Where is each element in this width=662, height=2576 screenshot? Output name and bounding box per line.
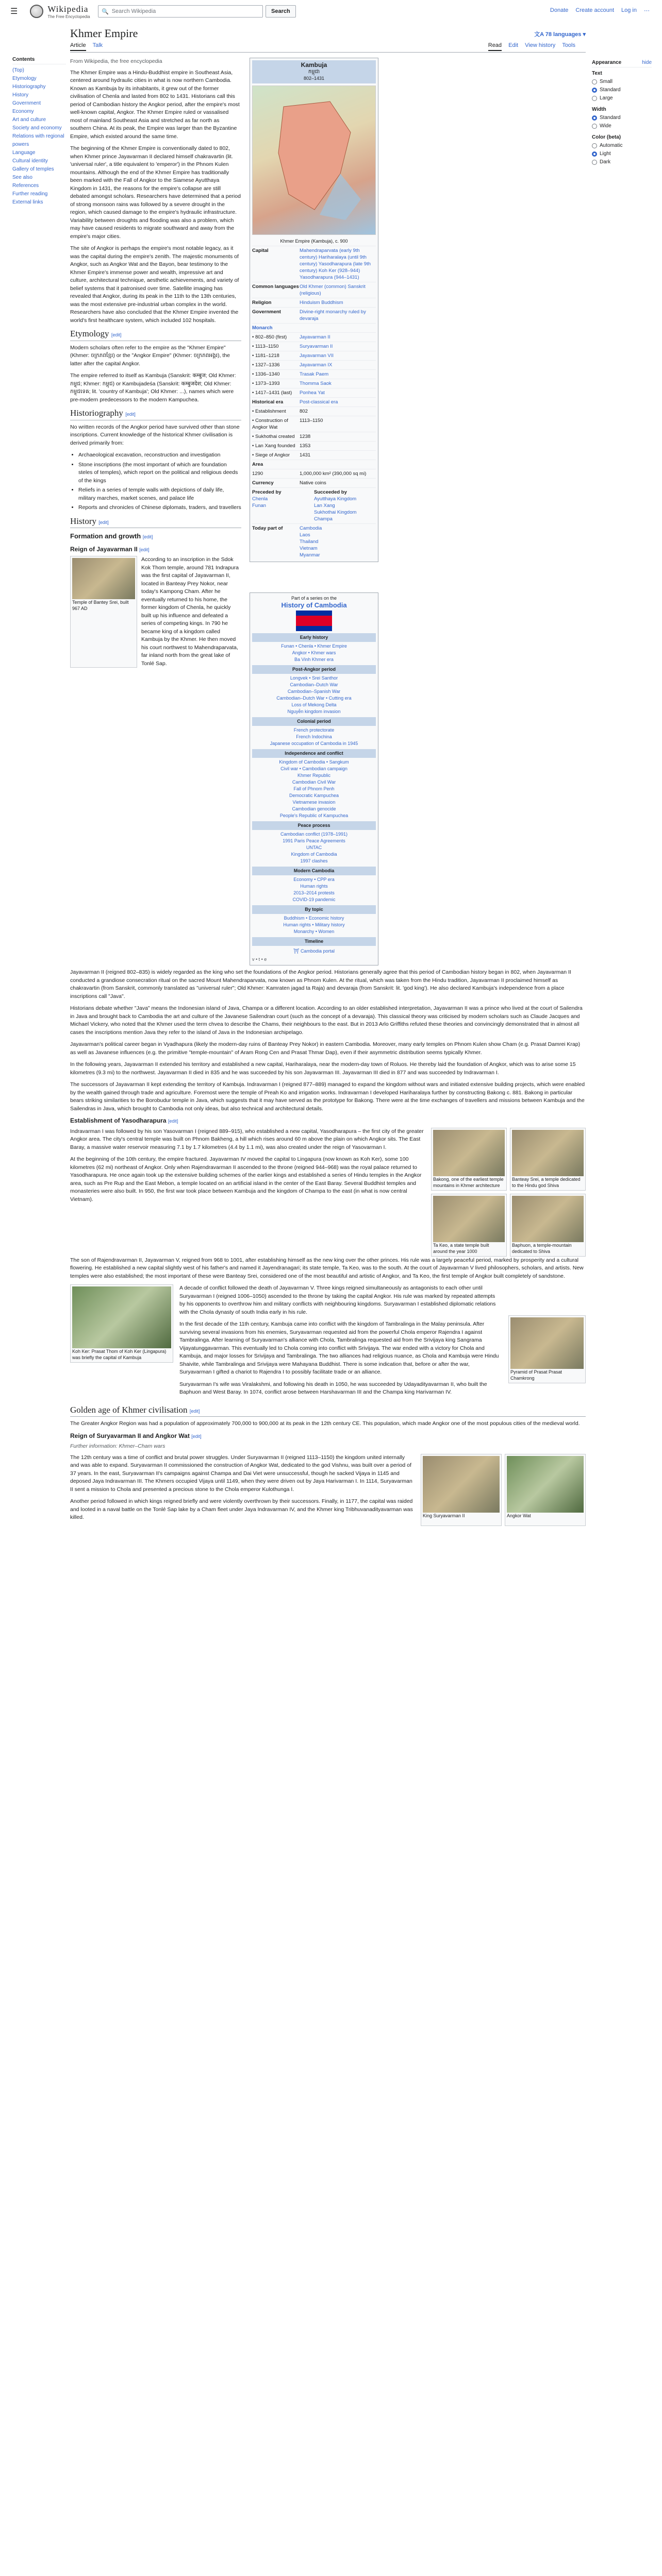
series-link[interactable]: Kingdom of Cambodia <box>291 852 337 857</box>
toc-item[interactable]: (Top) <box>12 67 24 73</box>
series-title[interactable]: History of Cambodia <box>281 601 347 609</box>
title-bar <box>70 27 586 40</box>
tab-article[interactable]: Article <box>70 42 86 51</box>
figure-caption: Temple of Bantey Srei, built 967 AD <box>72 600 129 611</box>
radio-color-automatic[interactable]: Automatic <box>592 142 652 150</box>
figure-baphuon: Baphuon, a temple-mountain dedicated to Shiva <box>510 1194 586 1257</box>
radio-color-light[interactable]: Light <box>592 150 652 158</box>
infobox-row: Government Divine-right monarchy ruled by devaraja <box>252 307 376 323</box>
etymology-paragraph: The empire referred to itself as Kambuja (Sanskrit: कम्बुज; Old Khmer: កម្វុជ; Khmer: កម្ពុជ) or Kambujadeśa (Sanskrit: कम्बुजदेश; Old Khmer: កម្វុជទេឝ; lit. 'country of Kambuja'; Old Khmer: ...), names which were pre-modern predecessors to the modern Kampuchea. <box>70 372 236 403</box>
hide-link[interactable]: hide <box>642 60 652 65</box>
toc-item[interactable]: Relations with regional powers <box>12 133 64 147</box>
figure-banteay-srei <box>70 556 137 668</box>
angkor-wat-image[interactable] <box>507 1456 584 1513</box>
toc-item[interactable]: Society and economy <box>12 125 62 131</box>
koh-ker-paragraph: Suryavarman I's wife was Viralakshmi, and following his death in 1050, he was succeeded by Udayadityavarman II, who built the Baphuon and West Baray. In 1074, conflict arose between Harshavarman III and the Champa king Harivarman IV. <box>179 1381 487 1395</box>
map-shape-icon <box>253 86 376 234</box>
toc-item[interactable]: Etymology <box>12 76 37 81</box>
page-tabs <box>70 42 586 53</box>
figure-koh-ker: Koh Ker: Prasat Thom of Koh Ker (Lingapura) was briefly the capital of Kambuja <box>70 1284 173 1363</box>
temple-image[interactable] <box>433 1130 505 1176</box>
history-paragraph: Jayavarman's political career began in Vyadhapura (likely the modern-day ruins of Banteay Prey Nokor) in eastern Cambodia. Moreover, many early temples on Phnom Kulen show Cham (e.g. Prasat Damrei Krap) as well as Javanese influences (e.g. the primitive "temple-mountain" of Aram Rong Cen and Prasat Thmar Dap), even if their asymmetric distribution seems typically Khmer. <box>70 1041 581 1056</box>
toc-item[interactable]: Gallery of temples <box>12 166 54 172</box>
language-button[interactable]: 文A 78 languages ▾ <box>534 31 586 38</box>
temple-image[interactable] <box>72 558 135 599</box>
infobox-row: • Lan Xang founded 1353 <box>252 441 376 450</box>
width-heading: Width <box>592 107 606 112</box>
infobox-row: Currency Native coins <box>252 478 376 487</box>
toc-item[interactable]: References <box>12 183 39 189</box>
search-icon: 🔍 <box>102 8 109 15</box>
infobox-monarch-heading: Monarch <box>252 323 376 332</box>
series-link[interactable]: Loss of Mekong Delta <box>291 702 337 707</box>
suryavarman-paragraph: The 12th century was a time of conflict and brutal power struggles. Under Suryavarman II (reigned 1113–1150) the kingdom united internally and was able to expand. Suryavarman II commissioned the construction of Angkor Wat, dedicated to the god Vishnu, was built over a period of 37 years. In the east, Suryavarman II's campaigns against Champa and Dai Viet were unsuccessful, though he sacked Vijaya in 1145 and deposed Jaya Indravarman III. The Khmers occupied Vijaya until 1149, when they were driven out by Jaya Harivarman I. In 1114, Suryavarman II sent a mission to Chola and presented a precious stone to the Chola emperor Kulothunga I. <box>70 1454 412 1493</box>
tab-talk[interactable]: Talk <box>92 42 103 48</box>
temple-image[interactable] <box>72 1286 171 1348</box>
portal-link[interactable]: ⛩ Cambodia portal <box>293 948 335 954</box>
series-section-heading: Independence and conflict <box>252 749 376 758</box>
yasodharapura-paragraph: At the beginning of the 10th century, the empire fractured. Jayavarman IV moved the capital to Lingapura (now known as Koh Ker), some 100 kilometres (62 mi) northeast of Angkor. Only when Rajendravarman II ascended to the throne (reigned 944–968) was the royal palace returned to Yasodharapura. He once again took up the extensive building schemes of the earlier kings and established a series of Hindu temples in the Angkor area, such as Pre Rup and the East Mebon, a temple located on an artificial island in the center of the East Baray. Several Buddhist temples and monasteries were also built. In 950, the first war took place between Kambuja and the kingdom of Champa to the east (in what is now central Vietnam). <box>70 1156 422 1202</box>
infobox <box>250 58 378 562</box>
series-section-heading: Early history <box>252 633 376 642</box>
radio-text-large[interactable]: Large <box>592 94 652 103</box>
series-section-heading: By topic <box>252 905 376 914</box>
infobox-row: • 1373–1393 Thomma Saok <box>252 379 376 388</box>
koh-ker-paragraph: A decade of conflict followed the death of Jayavarman V. Three kings reigned simultaneously as antagonists to each other until Suryavarman I (reigned 1006–1050) ascended to the throne by taking the capital Angkor. His rule was marked by repeated attempts by his opponents to overthrow him and military conflicts with neighbouring kingdoms. Suryavarman I established diplomatic relations with the Chola dynasty of south India early in his rule. <box>179 1285 496 1315</box>
series-link[interactable]: Monarchy • Women <box>293 929 335 934</box>
vte-links[interactable]: v • t • e <box>252 957 267 962</box>
empire-map[interactable] <box>252 86 376 235</box>
relief-image[interactable] <box>423 1456 500 1513</box>
toc-item[interactable]: Cultural identity <box>12 158 48 164</box>
figure-banteay-srei: Banteay Srei, a temple dedicated to the Hindu god Shiva <box>510 1128 586 1191</box>
infobox-row: Today part of Cambodia Laos Thailand Vietnam Myanmar <box>252 523 376 560</box>
suryavarman-paragraph: Another period followed in which kings reigned briefly and were violently overthrown by their successors. Finally, in 1177, the capital was raided and looted in a naval battle on the Tonlé Sap lake by a Cham fleet under Jaya Indravarman IV, and the Khmer king Tribhuvanadityavarman was killed. <box>70 1498 413 1520</box>
appearance-panel <box>592 56 652 166</box>
series-link[interactable]: Vietnamese invasion <box>292 800 336 805</box>
series-link[interactable]: Democratic Kampuchea <box>289 793 339 798</box>
series-pre: Part of a series on the <box>291 596 337 601</box>
infobox-row: Historical era Post-classical era <box>252 397 376 406</box>
subsection-heading-yasodharapura: Establishment of Yasodharapura [edit] <box>70 1117 178 1124</box>
subsection-heading-reign: Reign of Jayavarman II [edit] <box>70 545 150 553</box>
series-link[interactable]: Funan • Chenla • Khmer Empire <box>281 643 347 649</box>
history-paragraph: Jayavarman II (reigned 802–835) is widely regarded as the king who set the foundations of the Angkor period. Historians generally agree that this period of Cambodian history began in 802, when Jayavarman II conducted a grandiose consecration ritual on the sacred Mount Mahendraparvata, now known as Phnom Kulen. At the ritual, which was taken from the Hindu tradition, Jayavarman II proclaimed himself as chakravartin (from Sanskrit, commonly translated as "universal ruler"; Old Khmer: Kamraten jagad ta Raja) and devaraja (from Sanskrit: lit. 'god king'). He also declared Kambuja's independence from a place inscriptions call "Java". <box>70 969 571 999</box>
appearance-heading: Appearance hide <box>592 59 652 67</box>
yasodharapura-paragraph: The son of Rajendravarman II, Jayavarman V, reigned from 968 to 1001, after establishing himself as the new king over the other princes. His rule was a largely peaceful period, marked by prosperity and a cultural flowering. He established a new capital slightly west of his father's and named it Jayendranagari; its state temple, Ta Keo, was to the south. At the court of Jayavarman V lived philosophers, scholars, and artists. New temples were also established; the most important of these were Banteay Srei, considered one of the most beautiful and artistic of Angkor, and Ta Keo, the first temple of Angkor built completely of sandstone. <box>70 1257 584 1279</box>
toc-item[interactable]: See also <box>12 175 32 180</box>
section-heading-historiography: Historiography [edit] <box>70 409 241 420</box>
donate-link[interactable]: Donate <box>550 7 569 13</box>
list-item: • Archaeological excavation, reconstruction and investigation <box>78 451 241 460</box>
tab-read[interactable]: Read <box>488 42 502 51</box>
reign-paragraph: According to an inscription in the Sdok Kok Thom temple, around 781 Indrapura was the first capital of Jayavarman II, located in Banteay Prey Nokor, near today's Kampong Cham. After he eventually returned to his home, the former kingdom of Chenla, he quickly built up his influence and defeated a series of competing kings. In 790 he became king of a kingdom called Kambuja by the Khmer. He then moved his court northwest to Mahendraparvata, far inland north from the great lake of Tonlé Sap. <box>141 556 239 667</box>
tab-tools[interactable]: Tools <box>562 42 575 48</box>
tab-history[interactable]: View history <box>525 42 556 48</box>
user-links <box>550 7 650 14</box>
menu-icon[interactable]: ☰ <box>10 7 18 16</box>
list-item: • Stone inscriptions (the most important of which are foundation steles of temples), which report on the political and religious deeds of the kings <box>78 461 241 485</box>
etymology-paragraph: Modern scholars often refer to the empire as the "Khmer Empire" (Khmer: ចក្រភពខ្មែរ) or the "Angkor Empire" (Khmer: ចក្រភពអង្គរ), the latter after the capital Angkor. <box>70 344 230 367</box>
figure-ta-keo: Ta Keo, a state temple built around the year 1000 <box>431 1194 507 1257</box>
series-section-heading: Peace process <box>252 821 376 830</box>
series-link[interactable]: 2013–2014 protests <box>293 890 335 895</box>
infobox-row: • Sukhothai created 1238 <box>252 432 376 441</box>
section-heading-history: History [edit] <box>70 517 241 529</box>
series-section-heading: Colonial period <box>252 717 376 726</box>
series-link[interactable]: 1997 clashes <box>300 858 328 863</box>
figure-prasat-chamkrong: Pyramid of Prasat Prasat Chamkrong <box>508 1315 586 1383</box>
infobox-row: • Siege of Angkor 1431 <box>252 450 376 460</box>
series-link[interactable]: Nguyễn kingdom invasion <box>287 709 341 714</box>
golden-age-paragraph: The Greater Angkor Region was had a population of approximately 700,000 to 900,000 at its peak in the 12th century CE. This population, which made Angkor one of the most populous cities of the medieval world. <box>70 1420 580 1427</box>
infobox-row: • 1417–1431 (last) Ponhea Yat <box>252 388 376 397</box>
infobox-row: • Construction of Angkor Wat 1113–1150 <box>252 416 376 432</box>
infobox-title: Kambuja កម្ពុជា 802–1431 <box>252 60 376 83</box>
radio-width-wide[interactable]: Wide <box>592 122 652 130</box>
series-link[interactable]: Human rights • Military history <box>283 922 345 927</box>
series-link[interactable]: COVID-19 pandemic <box>292 897 336 902</box>
wikipedia-logo[interactable] <box>30 4 90 19</box>
history-paragraph: Historians debate whether "Java" means the Indonesian island of Java, Champa or a different location. According to an older established interpretation, Jayavarman II was a prince who lived at the court of Sailendra in Java and brought back to Cambodia the art and culture of the Javanese Sailendran court (such as the concept of a devaraja). This classical theory was criticised by modern scholars such as Claude Jacques and Michael Vickery, who noted that the Khmer used the term chvea to describe the Chams, their neighbours to the east. But in 2013 Arlo Griffiths refuted these theories and convincingly demonstrated that in almost all cases the inscriptions mention Java they refer to the island of Java in the Indonesian archipelago. <box>70 1005 583 1036</box>
map-caption: Khmer Empire (Kambuja), c. 900 <box>280 239 348 244</box>
figure-suryavarman: King Suryavarman II <box>421 1454 502 1526</box>
infobox-row: • 1113–1150 Suryavarman II <box>252 342 376 351</box>
tagline: The Free Encyclopedia <box>47 14 90 19</box>
text-heading: Text <box>592 71 602 76</box>
toc-item[interactable]: External links <box>12 199 43 205</box>
series-link[interactable]: Fall of Phnom Penh <box>293 786 335 791</box>
series-link[interactable]: UNTAC <box>306 845 322 850</box>
color-heading: Color (beta) <box>592 134 621 140</box>
page-title: Khmer Empire <box>70 27 138 40</box>
intro-paragraph: The beginning of the Khmer Empire is conventionally dated to 802, when Khmer prince Jayavarman II declared himself chakravartin (lit. 'universal ruler', a title equivalent to 'emperor') in the Phnom Kulen mountains. Although the end of the Khmer Empire has traditionally been marked with the Fall of Angkor to the Siamese Ayutthaya Kingdom in 1431, the reasons for the empire's collapse are still debated amongst scholars. Researchers have determined that a period of strong monsoon rains was followed by a severe drought in the region, which caused damage to the empire's hydraulic infrastructure. Variability between droughts and flooding was also a problem, which may have caused residents to migrate southward and away from the empire's major cities. <box>70 145 241 240</box>
intro-paragraph: The Khmer Empire was a Hindu-Buddhist empire in Southeast Asia, centered around hydraulic cities in what is now northern Cambodia. Known as Kambuja by its inhabitants, it grew out of the former civilisation of Chenla and lasted from 802 to 1431. Historians call this period of Cambodian history the Angkor period, after the empire's most well-known capital, Angkor. The Khmer Empire ruled or vassalised most of mainland Southeast Asia and stretched as far north as southern China. At its peak, the Empire was larger than the Byzantine Empire, which existed around the same time. <box>70 69 240 140</box>
series-link[interactable]: Civil war • Cambodian campaign <box>280 766 347 771</box>
series-link[interactable]: Cambodian–Spanish War <box>287 689 341 694</box>
series-section-heading[interactable]: Timeline <box>252 937 376 946</box>
create-account-link[interactable]: Create account <box>575 7 615 13</box>
series-link[interactable]: Buddhism • Economic history <box>284 916 344 921</box>
history-paragraph: In the following years, Jayavarman II extended his territory and established a new capital, Hariharalaya, near the modern-day town of Roluos. He thereby laid the foundation of Angkor, which was to arise some 15 kilometres (9.3 mi) to the northwest. Jayavarman II died in 835 and he was succeeded by his son Jayavarman III. Jayavarman III died in 877 and was succeeded by Indravarman I. <box>70 1061 576 1076</box>
historiography-list <box>78 451 241 512</box>
series-link[interactable]: Khmer Republic <box>297 773 331 778</box>
infobox-succession: Preceded by Chenla Funan Succeeded by Ayutthaya Kingdom Lan Xang Sukhothai Kingdom Champa <box>252 487 376 523</box>
series-link[interactable]: Japanese occupation of Cambodia in 1945 <box>270 741 358 746</box>
article-body <box>70 58 241 668</box>
history-series-navbox <box>250 592 378 965</box>
search-placeholder: Search Wikipedia <box>111 8 156 14</box>
series-link[interactable]: Economy • CPP era <box>293 877 335 882</box>
toc-item[interactable]: Historiography <box>12 84 46 90</box>
series-link[interactable]: Cambodian genocide <box>292 806 336 811</box>
section-heading-etymology: Etymology [edit] <box>70 330 241 341</box>
toc-item[interactable]: Government <box>12 100 41 106</box>
flag-image <box>296 611 332 631</box>
toc-item[interactable]: History <box>12 92 29 98</box>
series-section-heading: Modern Cambodia <box>252 867 376 875</box>
table-of-contents <box>12 56 66 207</box>
series-link[interactable]: Cambodian–Dutch War <box>290 682 338 687</box>
figure-bakong: Bakong, one of the earliest temple mountains in Khmer architecture <box>431 1128 507 1191</box>
toc-item[interactable]: Further reading <box>12 191 48 197</box>
list-item: • Reliefs in a series of temple walls with depictions of daily life, military marches, market scenes, and palace life <box>78 486 241 502</box>
infobox-row: • 1181–1218 Jayavarman VII <box>252 351 376 360</box>
series-section-heading: Post-Angkor period <box>252 665 376 674</box>
section-heading-golden-age: Golden age of Khmer civilisation [edit] <box>70 1406 586 1417</box>
series-link[interactable]: Angkor • Khmer wars <box>292 650 336 655</box>
radio-color-dark[interactable]: Dark <box>592 158 652 166</box>
history-paragraph: The successors of Jayavarman II kept extending the territory of Kambuja. Indravarman I (reigned 877–889) managed to expand the kingdom without wars and initiated extensive building projects, which were enabled by the wealth gained through trade and agriculture. Foremost were the temple of Preah Ko and irrigation works. Indravarman I developed Hariharalaya further by constructing Bakong c. 881. Bakong in particular bears striking similarities to the Borobudur temple in Java, which suggests that it may have served as the prototype for Bakong. There were at the time exchanges of travellers and missions between Kambuja and the Sailendras in Java, which brought to Cambodia not only ideas, but also technical and architectural details. <box>70 1081 585 1112</box>
infobox-row: • 802–850 (first) Jayavarman II <box>252 332 376 342</box>
infobox-row: Area <box>252 460 376 469</box>
historiography-paragraph: No written records of the Angkor period have survived other than stone inscriptions. Current knowledge of the historical Khmer civilisation is derived primarily from: <box>70 423 240 446</box>
intro-paragraph: The site of Angkor is perhaps the empire's most notable legacy, as it was the capital during the empire's zenith. The majestic monuments of Angkor, such as Angkor Wat and the Bayon, bear testimony to the Khmer Empire's immense power and wealth, impressive art and culture, architectural technique, aesthetic achievements, and variety of belief systems that it patronised over time. Satellite imaging has revealed that Angkor, during its peak in the 11th to the 13th centuries, was the most extensive pre-industrial urban complex in the world. Researchers have also concluded that the Khmer Empire invented the world's first healthcare system, which included 102 hospitals. <box>70 245 239 324</box>
wordmark: Wikipedia <box>47 4 89 14</box>
article-body-wide <box>70 969 586 1526</box>
globe-icon <box>30 5 43 18</box>
radio-text-small[interactable]: Small <box>592 78 652 86</box>
infobox-row: • 1336–1340 Trasak Paem <box>252 369 376 379</box>
temple-image[interactable] <box>512 1130 584 1176</box>
series-link[interactable]: Cambodian–Dutch War • Cutting era <box>276 696 352 701</box>
tab-edit[interactable]: Edit <box>508 42 519 48</box>
infobox-row: 1290 1,000,000 km² (390,000 sq mi) <box>252 469 376 478</box>
toc-item[interactable]: Language <box>12 150 36 156</box>
from-line: From Wikipedia, the free encyclopedia <box>70 58 162 64</box>
series-link[interactable]: French protectorate <box>293 727 335 733</box>
infobox-row: • Establishment 802 <box>252 406 376 416</box>
list-item: • Reports and chronicles of Chinese diplomats, traders, and travellers <box>78 504 241 512</box>
search-input[interactable] <box>98 5 263 18</box>
infobox-row: • 1327–1336 Jayavarman IX <box>252 360 376 369</box>
radio-text-standard[interactable]: Standard <box>592 86 652 94</box>
yasodharapura-paragraph: Indravarman I was followed by his son Yasovarman I (reigned 889–915), who established a new capital, Yasodharapura – the first city of the greater Angkor area. The city's central temple was built on Phnom Bakheng, a hill which rises around 60 m above the plain on which Angkor sits. The East Baray, a massive water reservoir measuring 7.1 by 1.7 kilometres (4.4 by 1.1 mi), was also created under the reign of Yasovarman I. <box>70 1128 424 1150</box>
series-link[interactable]: Ba Vinh Khmer era <box>294 657 334 662</box>
series-link[interactable]: Kingdom of Cambodia • Sangkum <box>279 759 349 765</box>
toc-item[interactable]: Art and culture <box>12 117 46 123</box>
infobox-row: Common languages Old Khmer (common) Sanskrit (religious) <box>252 282 376 298</box>
series-link[interactable]: Human rights <box>300 884 328 889</box>
more-icon[interactable]: ⋯ <box>644 8 650 14</box>
series-link[interactable]: French Indochina <box>296 734 332 739</box>
koh-ker-paragraph: In the first decade of the 11th century, Kambuja came into conflict with the kingdom of Tambralinga in the Malay peninsula. After surviving several invasions from his enemies, Suryavarman requested aid from the powerful Chola emperor Rajendra I against Tambralinga. After learning of Suryavarman's alliance with Chola, Tambralinga requested aid from the Srivijaya king Sangrama Vijayatunggavarman. This eventually led to Chola coming into conflict with Srivijaya. The war ended with a victory for Chola and Kambuja, and major losses for Srivijaya and Tambralinga. The two alliances had religious nuance, as Chola and Kambuja were Hindu Shaivite, while Tambralinga and Srivijaya were Mahayana Buddhist. There is some indication that, before or after the war, Suryavarman I gifted a chariot to Rajendra I to possibly facilitate trade or an alliance. <box>179 1321 499 1375</box>
figure-angkor-wat: Angkor Wat <box>505 1454 586 1526</box>
toc-item[interactable]: Economy <box>12 109 34 114</box>
login-link[interactable]: Log in <box>621 7 637 13</box>
series-link[interactable]: Cambodian Civil War <box>292 779 336 785</box>
temple-image[interactable] <box>512 1196 584 1242</box>
series-link[interactable]: 1991 Paris Peace Agreements <box>283 838 345 843</box>
radio-width-standard[interactable]: Standard <box>592 114 652 122</box>
search-button[interactable]: Search <box>266 5 296 18</box>
site-header <box>0 0 662 23</box>
series-link[interactable]: Longvek • Srei Santhor <box>290 675 338 681</box>
temple-image[interactable] <box>510 1317 584 1369</box>
subsection-heading-suryavarman: Reign of Suryavarman II and Angkor Wat [edit] <box>70 1432 202 1439</box>
subsection-heading-formation: Formation and growth [edit] <box>70 532 153 540</box>
infobox-row: Religion Hinduism Buddhism <box>252 298 376 307</box>
toc-heading: Contents <box>12 56 66 64</box>
series-link[interactable]: People's Republic of Kampuchea <box>279 813 349 818</box>
hatnote: Further information: Khmer–Cham wars <box>70 1443 166 1449</box>
temple-image[interactable] <box>433 1196 505 1242</box>
infobox-row: Capital Mahendraparvata (early 9th century) Hariharalaya (until 9th century) Yasodharapura (late 9th century) Koh Ker (928–944) Yasodharapura (944–1431) <box>252 246 376 282</box>
series-link[interactable]: Cambodian conflict (1978–1991) <box>280 832 348 837</box>
